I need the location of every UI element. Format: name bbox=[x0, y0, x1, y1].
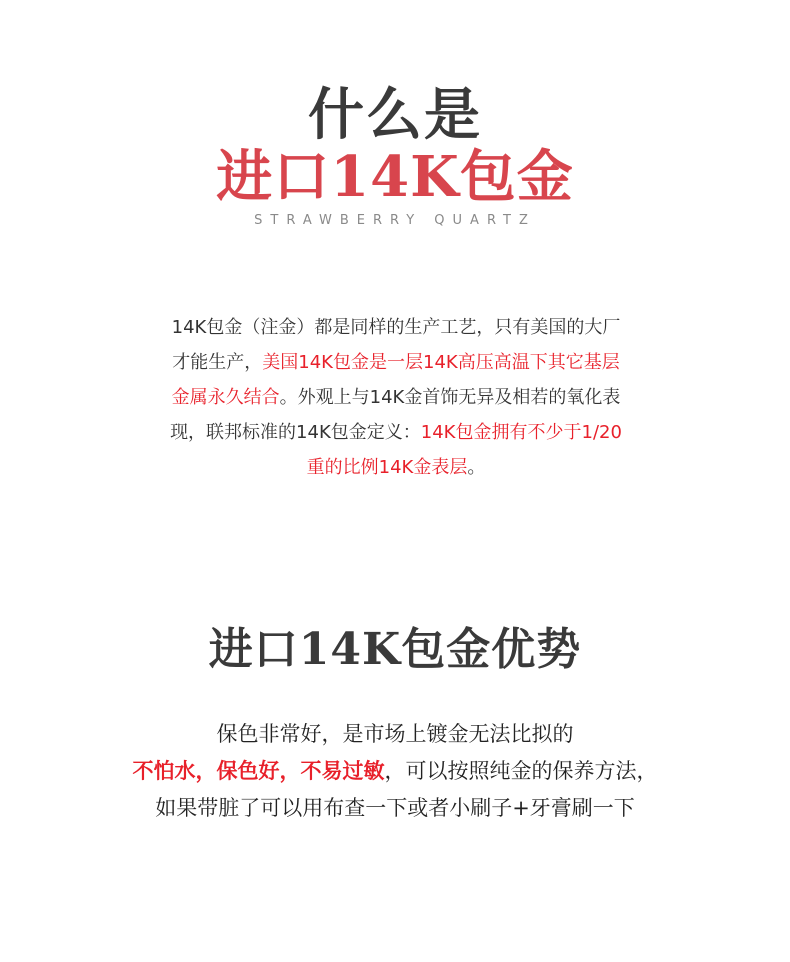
heading-what-is: 什么是 bbox=[308, 82, 482, 148]
intro-highlight: 金属永久结合 bbox=[171, 387, 280, 408]
intro-line-3 bbox=[90, 380, 702, 415]
intro-text: 。外观上与14K金首饰无异及相若的氧化表 bbox=[279, 387, 621, 408]
intro-line-1: 14K包金（注金）都是同样的生产工艺，只有美国的大厂 bbox=[171, 317, 621, 338]
advantages-paragraph bbox=[70, 716, 720, 827]
intro-text: 才能生产， bbox=[172, 352, 263, 373]
heading-subtitle: STRAWBERRY QUARTZ bbox=[254, 213, 536, 228]
intro-text: 。 bbox=[467, 457, 486, 478]
intro-highlight: 美国14K包金是一层14K高压高温下其它基层 bbox=[262, 352, 620, 373]
advantages-line-3: 如果带脏了可以用布查一下或者小刷子+牙膏刷一下 bbox=[155, 796, 635, 820]
intro-highlight: 14K包金拥有不少于1/20 bbox=[420, 422, 622, 443]
advantages-highlight: 不怕水，保色好，不易过敏 bbox=[132, 759, 385, 783]
intro-paragraph bbox=[90, 310, 702, 485]
intro-line-2 bbox=[90, 345, 702, 380]
advantages-text: ，可以按照纯金的保养方法， bbox=[384, 759, 658, 783]
heading-advantages: 进口14K包金优势 bbox=[208, 624, 582, 675]
intro-text: 现，联邦标准的14K包金定义： bbox=[170, 422, 421, 443]
advantages-line-1: 保色非常好，是市场上镀金无法比拟的 bbox=[216, 722, 574, 746]
intro-highlight: 重的比例14K金表层 bbox=[306, 457, 468, 478]
intro-line-5 bbox=[90, 450, 702, 485]
heading-imported-14k: 进口14K包金 bbox=[216, 144, 574, 210]
advantages-line-2 bbox=[70, 753, 720, 790]
intro-line-4 bbox=[90, 415, 702, 450]
